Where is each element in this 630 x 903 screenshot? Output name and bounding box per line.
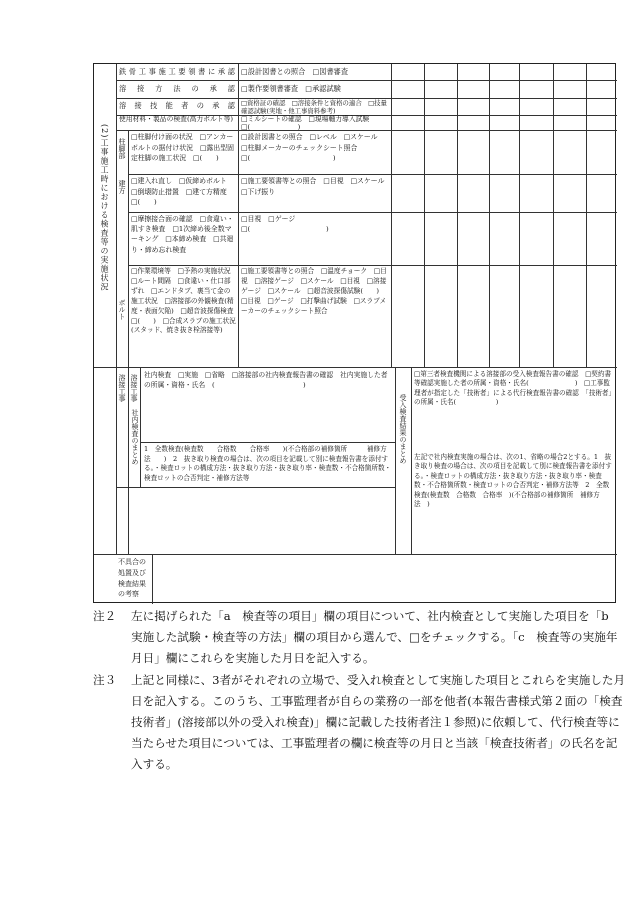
col-line: [140, 367, 141, 487]
notes: [93, 606, 628, 776]
row-weld-method-mid: □製作要領書審査 □承認試験: [241, 84, 341, 93]
inhouse-top: 社内検査 □実施 □省略 □溶接部の社内検査報告書の確認 社内実施した者の所属・資格・氏名 ( ): [144, 371, 388, 389]
row-tatekata-mid: □施工要領書等との照合 □目視 □スケール □下げ振り: [241, 177, 392, 196]
section-vertical-label: (2)工事施工時における検査等の実施状況: [100, 124, 109, 292]
col-line: [152, 554, 153, 604]
row-line: [116, 80, 617, 81]
row-bolt-left: □摩擦接合面の確認 □食違い・肌すき検査 □1次締め後全数マーキング □本締め検査 □共廻り・締め忘れ検査: [131, 215, 234, 254]
note-2: [93, 606, 628, 670]
row-line: [140, 442, 395, 443]
inspection-table: [93, 63, 616, 603]
accept-bottom: 左記で社内検査実施の場合は、次の1、省略の場合2とする。1 抜き取り検査の場合は、次の項目を記載して別に検査報告書を添付する。・検査ロットの構成方法・抜き取り方法・抜き取り率・検査数・不合格箇所数・検査ロットの合否判定・補修方法等 2 全数検査(検査数 合格数 合格率 )(不合格部の補修箇所 補修方法 ): [414, 453, 612, 509]
row-line: [128, 212, 617, 213]
row-welder-mid: □資格証の確認 □溶接条件と資格の適合 □技量確認試験(実地・他工事資料参考): [241, 99, 387, 115]
row-line: [116, 487, 395, 488]
row-material-mid: □ミルシートの確認 □現場軸力導入試験 □( ): [241, 115, 377, 131]
col-line: [519, 64, 520, 367]
row-line: [128, 265, 617, 266]
col-line: [411, 367, 412, 554]
row-material-left: 使用材料・製品の検査(高力ボルト等): [119, 115, 234, 123]
col-line: [586, 64, 587, 367]
col-line: [391, 64, 392, 367]
note-3-text: 上記と同様に、3者がそれぞれの立場で、受入れ検査として実施した項目とこれらを実施した月日を記入する。このうち、工事監理者が自らの業務の一部を他者(本報告書様式第２面の「検査技術者」(溶接部以外の受入れ検査)」欄に記載した技術者注１参照)に依頼して、代行検査等に当たらせた項目については、工事監理者の欄に検査等の月日と当該「検査技術者」の氏名を記入する。: [131, 672, 626, 772]
col-line: [128, 367, 129, 554]
defect-label: 不具合の処置及び検査結果の考察: [118, 558, 146, 599]
col-line: [116, 64, 117, 554]
group-label-tatekata: 建方: [118, 180, 126, 194]
note-2-label: 注２: [93, 609, 117, 623]
col-line: [128, 130, 129, 367]
row-weld-left: □作業環境等 □予熱の実施状況 □ルート間隔 □食違い・仕口部ずれ □エンドタブ、裏当て金の施工状況 □溶接部の外観検査(精度・表面欠陥) □超音波探傷検査 □( ) □合成スラブの施工状況(スタッド、焼き抜き栓溶接等): [131, 267, 241, 335]
row-base-mid: □設計図書との照合 □レベル □スケール □柱脚メーカーのチェックシート照合 □( ): [241, 133, 385, 162]
col-line: [424, 64, 425, 367]
note-3: [93, 670, 628, 776]
group-label-bolt: ボルト: [118, 299, 126, 320]
row-base-left: □柱脚付け面の状況 □アンカーボルトの据付け状況 □露出型固定柱脚の施工状況 □( ): [131, 133, 234, 162]
row-line: [128, 174, 617, 175]
group-label-weld: 溶接工事: [118, 374, 126, 402]
accept-top: □第三者検査機関による溶接部の受入検査報告書の確認 □契約書等確認実施した者の所属・資格・氏名( ) □工事監理者が指定した「技術者」による代行検査報告書の確認 「技術者」の所属・氏名( ): [414, 370, 612, 407]
row-weld-mid: □施工要領書等との照合 □温度チョーク □目視 □溶接ゲージ □スケール □目視 □溶接ゲージ □スケール □超音波探傷試験( ) □目視 □ゲージ □打撃曲げ試験 □スラブメーカーのチェックシート照合: [241, 267, 387, 315]
group-label-column-base: 柱脚部: [118, 138, 126, 159]
accept-summary-label: 受入検査結果のまとめ: [399, 394, 407, 464]
col-line: [489, 64, 490, 367]
row-welder-left: 溶接技能者の承認: [119, 101, 235, 110]
row-bolt-mid: □目視 □ゲージ □( ): [241, 215, 329, 234]
row-line: [94, 554, 617, 555]
col-line: [457, 64, 458, 367]
col-line: [395, 367, 396, 554]
note-2-text: 左に掲げられた「a 検査等の項目」欄の項目について、社内検査として実施した項目を「b 実施した試験・検査等の方法」欄の項目から選んで、□をチェックする。「c 検査等の実施年月日」欄にこれらを実施した月日を記入する。: [131, 609, 621, 666]
weld-inspection-label: 溶接工事: [130, 374, 138, 402]
inhouse-summary-label: 社内検査のまとめ: [131, 409, 139, 465]
col-line: [553, 64, 554, 367]
row-line: [94, 367, 617, 368]
note-3-label: 注３: [93, 672, 117, 687]
row-steel-mid: □設計図書との照合 □図書審査: [241, 67, 349, 76]
row-weld-method-left: 溶接方法の承認: [119, 84, 235, 93]
inhouse-bottom: 1 全数検査(検査数 合格数 合格率 )(不合格部の補修箇所 補修方法 ) 2 抜き取り検査の場合は、次の項目を記載して別に検査報告書を添付する。・検査ロットの構成方法・抜き取り方法・抜き取り率・検査数・不合格箇所数・検査ロットの合否判定・補修方法等: [144, 445, 392, 482]
row-tatekata-left: □建入れ直し □仮締めボルト □倒壊防止措置 □建て方精度 □( ): [131, 177, 234, 206]
row-steel-left: 鉄骨工事施工要領書に承認: [119, 67, 235, 76]
col-line: [238, 64, 239, 367]
